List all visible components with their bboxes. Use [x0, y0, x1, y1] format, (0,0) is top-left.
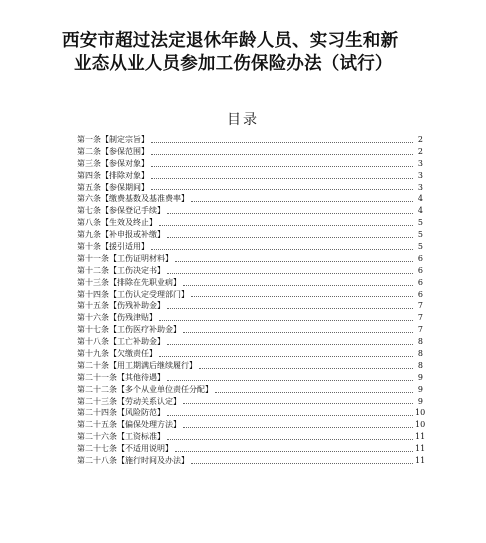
- toc-entry-label: 第四条【排除对象】: [77, 170, 149, 180]
- toc-entry-label: 第八条【生效及终止】: [77, 218, 157, 228]
- toc-dot-leader: [159, 224, 413, 226]
- toc-entry-page: 7: [417, 313, 423, 323]
- table-of-contents: [77, 134, 426, 467]
- toc-entry-page: 9: [417, 384, 423, 394]
- toc-entry[interactable]: [77, 277, 423, 289]
- toc-dot-leader: [167, 307, 413, 309]
- document-title: [62, 30, 432, 76]
- toc-dot-leader: [151, 141, 413, 143]
- toc-dot-leader: [191, 295, 413, 297]
- toc-dot-leader: [159, 355, 413, 357]
- toc-entry-page: 2: [417, 146, 423, 156]
- toc-dot-leader: [167, 212, 413, 214]
- toc-dot-leader: [175, 260, 413, 262]
- toc-entry-label: 第十四条【工伤认定受理部门】: [77, 289, 189, 299]
- title-line-2: 业态从业人员参加工伤保险办法（试行）: [74, 54, 393, 74]
- toc-entry-label: 第十九条【欠缴责任】: [77, 349, 157, 359]
- toc-entry[interactable]: [77, 134, 423, 146]
- toc-entry[interactable]: [77, 229, 423, 241]
- toc-dot-leader: [151, 153, 413, 155]
- toc-entry-label: 第十八条【工亡补助金】: [77, 337, 165, 347]
- toc-entry[interactable]: [77, 170, 423, 182]
- toc-dot-leader: [191, 462, 413, 464]
- toc-entry[interactable]: [77, 253, 423, 265]
- toc-entry[interactable]: [77, 289, 423, 301]
- toc-entry-label: 第二十六条【工资标准】: [77, 432, 165, 442]
- toc-entry-label: 第七条【参保登记手续】: [77, 206, 165, 216]
- toc-entry[interactable]: [77, 193, 423, 205]
- toc-dot-leader: [183, 284, 413, 286]
- toc-entry-label: 第二十八条【施行时间及办法】: [77, 456, 189, 466]
- toc-entry[interactable]: [77, 300, 423, 312]
- toc-entry-label: 第十七条【工伤医疗补助金】: [77, 325, 181, 335]
- toc-entry[interactable]: [77, 419, 426, 431]
- toc-dot-leader: [183, 331, 413, 333]
- toc-entry-page: 10: [415, 420, 426, 430]
- toc-entry-page: 5: [417, 230, 423, 240]
- toc-entry-label: 第二十四条【风险防范】: [77, 408, 165, 418]
- toc-entry-label: 第十六条【伤残津贴】: [77, 313, 157, 323]
- toc-dot-leader: [175, 450, 413, 452]
- toc-entry-page: 3: [417, 182, 423, 192]
- toc-heading: 目录: [227, 112, 259, 128]
- toc-entry-page: 11: [415, 456, 426, 466]
- toc-entry[interactable]: [77, 348, 423, 360]
- toc-dot-leader: [151, 248, 413, 250]
- toc-entry-page: 4: [417, 206, 423, 216]
- toc-entry-page: 8: [417, 349, 423, 359]
- toc-entry[interactable]: [77, 158, 423, 170]
- toc-entry-page: 11: [415, 444, 426, 454]
- toc-entry-label: 第二条【参保范围】: [77, 146, 149, 156]
- toc-entry-label: 第十三条【排除在先职业病】: [77, 277, 181, 287]
- toc-dot-leader: [167, 414, 413, 416]
- toc-entry-label: 第二十条【用工期满后继续履行】: [77, 360, 197, 370]
- toc-dot-leader: [151, 177, 413, 179]
- toc-entry[interactable]: [77, 396, 423, 408]
- toc-entry-page: 3: [417, 170, 423, 180]
- toc-entry[interactable]: [77, 146, 423, 158]
- toc-entry[interactable]: [77, 407, 426, 419]
- toc-entry-label: 第十一条【工伤证明材料】: [77, 253, 173, 263]
- toc-entry-page: 6: [417, 277, 423, 287]
- toc-dot-leader: [159, 319, 413, 321]
- toc-entry-page: 6: [417, 253, 423, 263]
- toc-entry-page: 9: [417, 396, 423, 406]
- toc-dot-leader: [167, 379, 413, 381]
- toc-entry-page: 6: [417, 265, 423, 275]
- toc-entry[interactable]: [77, 182, 423, 194]
- toc-entry[interactable]: [77, 241, 423, 253]
- toc-dot-leader: [151, 165, 413, 167]
- toc-entry[interactable]: [77, 360, 423, 372]
- toc-dot-leader: [167, 343, 413, 345]
- toc-entry-page: 7: [417, 301, 423, 311]
- toc-entry-label: 第十条【援引适用】: [77, 242, 149, 251]
- toc-entry-label: 第十二条【工伤决定书】: [77, 265, 165, 275]
- toc-entry-page: 3: [417, 158, 423, 168]
- toc-entry[interactable]: [77, 205, 423, 217]
- toc-dot-leader: [151, 188, 413, 190]
- toc-entry[interactable]: [77, 336, 423, 348]
- toc-entry[interactable]: [77, 372, 423, 384]
- toc-entry-page: 5: [417, 218, 423, 228]
- toc-entry-label: 第二十二条【多个从业单位责任分配】: [77, 384, 213, 394]
- toc-entry-page: 11: [415, 432, 426, 442]
- toc-entry[interactable]: [77, 431, 426, 443]
- toc-entry[interactable]: [77, 265, 423, 277]
- toc-entry-label: 第十五条【伤残补助金】: [77, 301, 165, 311]
- toc-entry[interactable]: [77, 312, 423, 324]
- toc-entry-page: 10: [415, 408, 426, 418]
- toc-dot-leader: [183, 402, 413, 404]
- toc-entry-page: 9: [417, 372, 423, 382]
- toc-entry-page: 8: [417, 337, 423, 347]
- toc-entry-label: 第二十一条【其他待遇】: [77, 372, 165, 382]
- toc-entry-page: 5: [417, 242, 423, 251]
- toc-entry-page: 8: [417, 360, 423, 370]
- toc-dot-leader: [167, 438, 413, 440]
- toc-entry[interactable]: [77, 443, 426, 455]
- toc-dot-leader: [191, 200, 413, 202]
- toc-entry[interactable]: [77, 217, 423, 229]
- toc-entry[interactable]: [77, 384, 423, 396]
- toc-entry[interactable]: [77, 324, 423, 336]
- toc-dot-leader: [183, 426, 413, 428]
- toc-dot-leader: [215, 391, 413, 393]
- toc-entry-label: 第二十七条【不适用说明】: [77, 444, 173, 454]
- toc-entry-label: 第九条【补申报或补缴】: [77, 230, 165, 240]
- toc-dot-leader: [167, 236, 413, 238]
- toc-entry[interactable]: [77, 455, 426, 467]
- toc-dot-leader: [167, 272, 413, 274]
- toc-entry-label: 第五条【参保期间】: [77, 182, 149, 192]
- toc-entry-label: 第三条【参保对象】: [77, 158, 149, 168]
- toc-entry-label: 第一条【制定宗旨】: [77, 134, 149, 144]
- toc-entry-page: 7: [417, 325, 423, 335]
- toc-entry-label: 第二十五条【偏保处理方法】: [77, 420, 181, 430]
- toc-entry-label: 第六条【缴费基数及基准费率】: [77, 194, 189, 204]
- toc-entry-label: 第二十三条【劳动关系认定】: [77, 396, 181, 406]
- toc-entry-page: 2: [417, 134, 423, 144]
- toc-entry-page: 4: [417, 194, 423, 204]
- toc-dot-leader: [199, 367, 413, 369]
- title-line-1: 西安市超过法定退休年龄人员、实习生和新: [62, 31, 399, 51]
- toc-entry-page: 6: [417, 289, 423, 299]
